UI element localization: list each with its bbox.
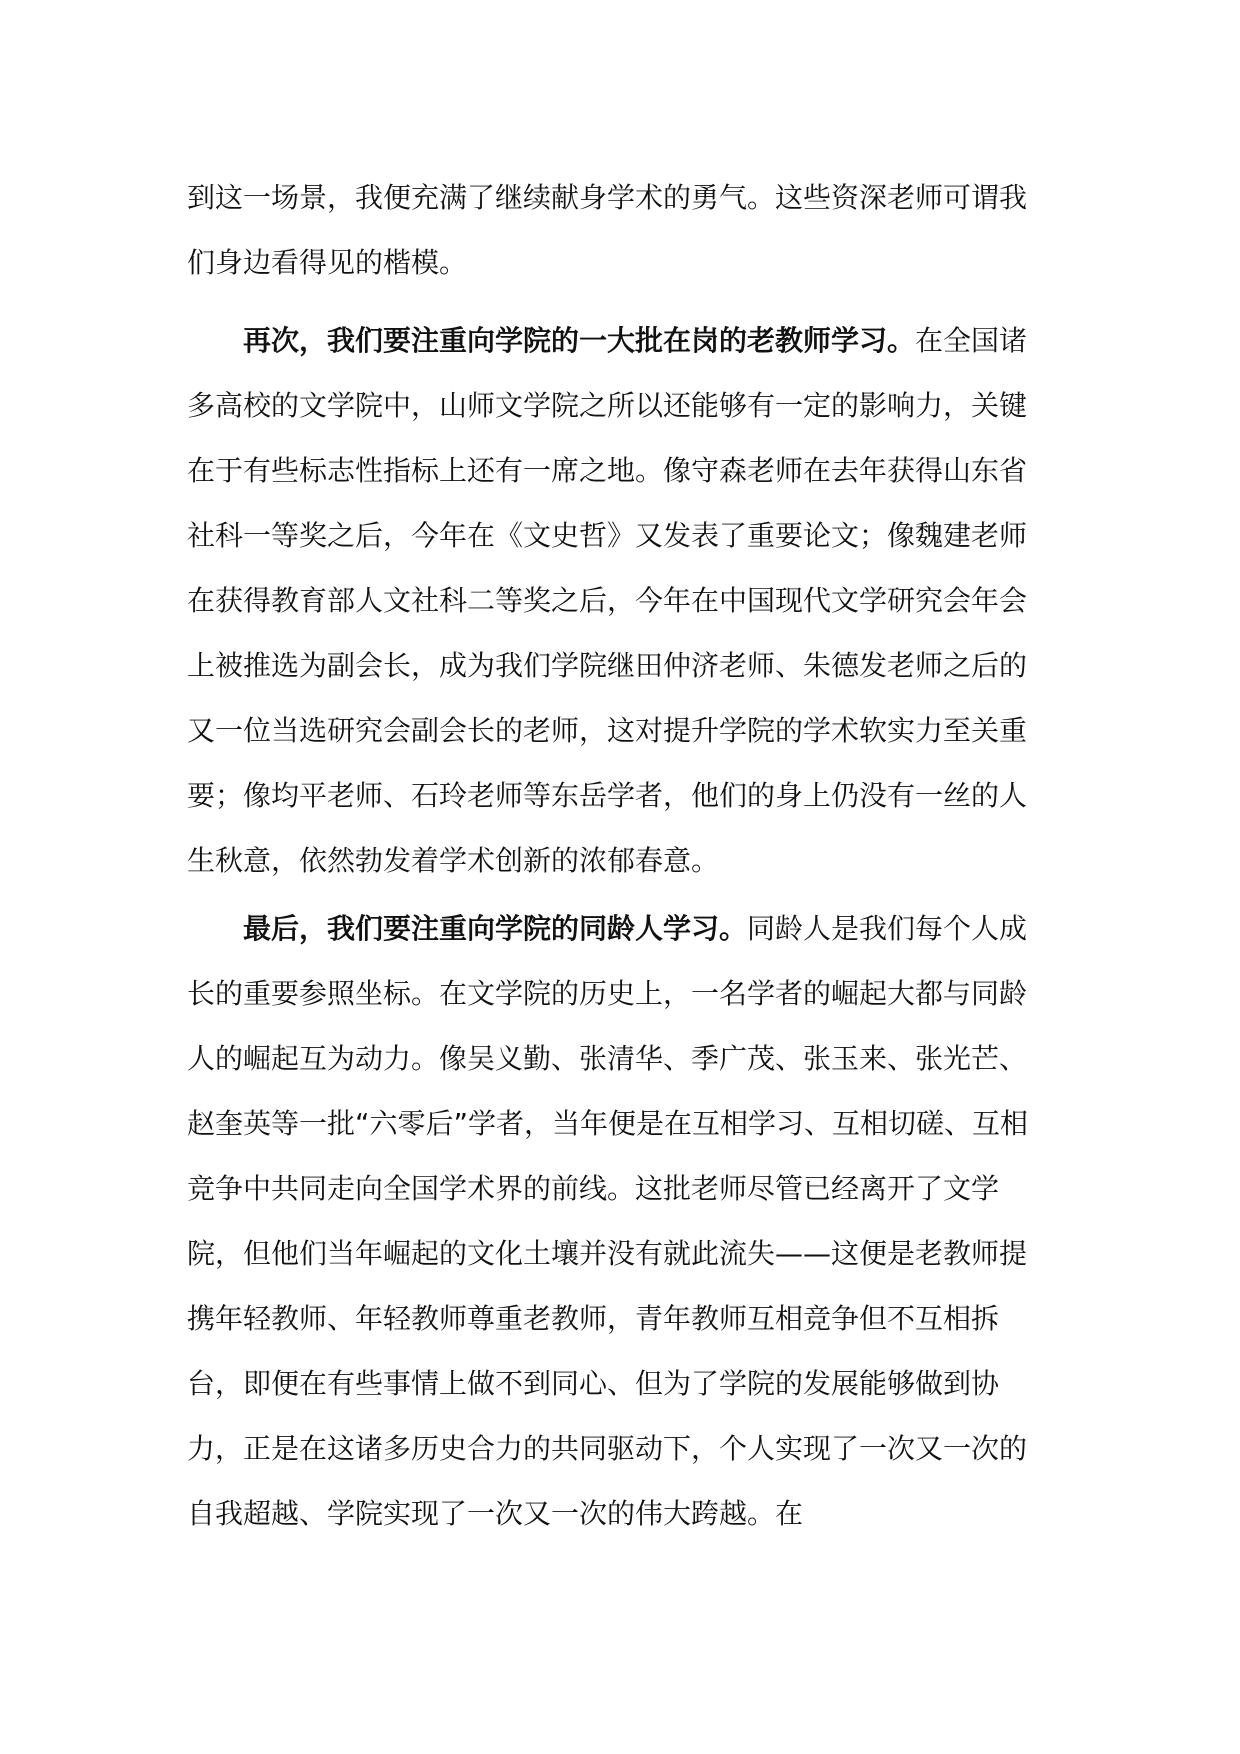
paragraph-lead: 最后，我们要注重向学院的同龄人学习。: [243, 912, 748, 945]
paragraph-text: 在全国诸多高校的文学院中，山师文学院之所以还能够有一定的影响力，关键在于有些标志性指标上还有一席之地。像守森老师在去年获得山东省社科一等奖之后，今年在《文史哲》又发表了重要论文；像魏建老师在获得教育部人文社科二等奖之后，今年在中国现代文学研究会年会上被推选为副会长，成为我们学院继田仲济老师、朱德发老师之后的又一位当选研究会副会长的老师，这对提升学院的学术软实力至关重要；像均平老师、石玲老师等东岳学者，他们的身上仍没有一丝的人生秋意，依然勃发着学术创新的浓郁春意。: [187, 324, 1028, 877]
paragraph-text: 同龄人是我们每个人成长的重要参照坐标。在文学院的历史上，一名学者的崛起大都与同龄人的崛起互为动力。像吴义勤、张清华、季广茂、张玉来、张光芒、赵奎英等一批“六零后”学者，当年便是在互相学习、互相切磋、互相竞争中共同走向全国学术界的前线。这批老师尽管已经离开了文学院，但他们当年崛起的文化土壤并没有就此流失——这便是老教师提携年轻教师、年轻教师尊重老教师，青年教师互相竞争但不互相拆台，即便在有些事情上做不到同心、但为了学院的发展能够做到协力，正是在这诸多历史合力的共同驱动下，个人实现了一次又一次的自我超越、学院实现了一次又一次的伟大跨越。在: [187, 912, 1029, 1530]
paragraph-text: 到这一场景，我便充满了继续献身学术的勇气。这些资深老师可谓我们身边看得见的楷模。: [187, 181, 1028, 279]
paragraph-peers: [187, 896, 1053, 1546]
paragraph-lead: 再次，我们要注重向学院的一大批在岗的老教师学习。: [243, 324, 916, 357]
paragraph-senior-teachers: [187, 308, 1053, 893]
paragraph-continuation: [187, 165, 1053, 295]
